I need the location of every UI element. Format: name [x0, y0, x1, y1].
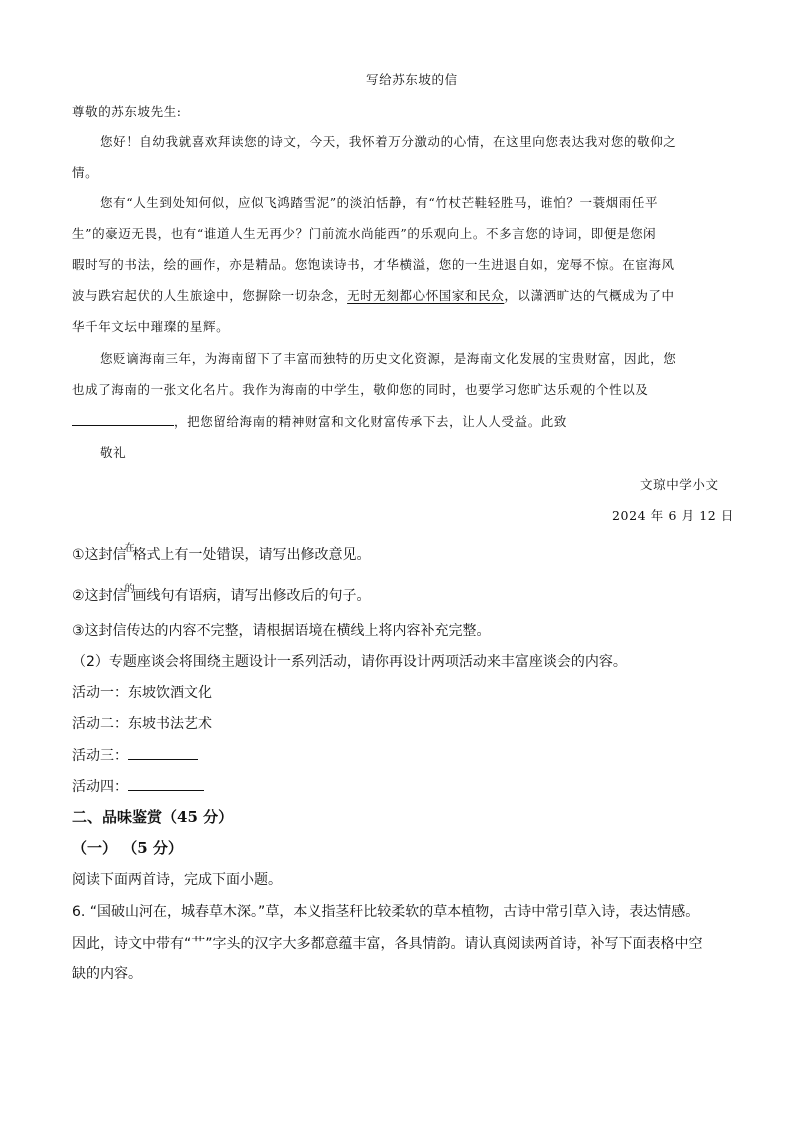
- letter-paragraph-line: 暇时写的书法，绘的画作，亦是精品。您饱读诗书，才华横溢，您的一生进退自如，宠辱不惊。在宦海风: [72, 257, 675, 272]
- question-text: 格式上有一处错误，请写出修改意见。: [132, 547, 371, 563]
- letter-title: 写给苏东坡的信: [366, 72, 458, 87]
- question-6-line: 因此，诗文中带有“艹”字头的汉字大多都意蕴丰富，各具情韵。请认真阅读两首诗，补写下面表格中空: [72, 936, 703, 952]
- section-heading: 二、品味鉴赏（45 分）: [72, 808, 234, 826]
- letter-paragraph-line: [72, 286, 675, 304]
- letter-salutation: 尊敬的苏东坡先生:: [72, 104, 182, 119]
- subsection-heading: （一） （5 分）: [72, 839, 183, 857]
- letter-closing: 敬礼: [100, 445, 127, 460]
- activity-4-blank[interactable]: [128, 776, 204, 791]
- letter-paragraph-line: 您有“人生到处知何似，应似飞鸿踏雪泥”的淡泊恬静，有“竹杖芒鞋轻胜马，谁怕？一蓑烟雨任平: [100, 195, 659, 210]
- question-3: ③这封信传达的内容不完整，请根据语境在横线上将内容补充完整。: [72, 623, 491, 639]
- question-text: ②这封信: [72, 588, 127, 604]
- activity-3: [72, 745, 198, 765]
- letter-paragraph-line: 也成了海南的一张文化名片。我作为海南的中学生，敬仰您的同时，也要学习您旷达乐观的个性以及: [72, 382, 649, 397]
- section-intro: 阅读下面两首诗，完成下面小题。: [72, 872, 282, 888]
- activity-2: 活动二：东坡书法艺术: [72, 716, 212, 732]
- question-text: 的: [124, 584, 135, 595]
- activity-label: 活动四：: [72, 779, 128, 795]
- question-6-line: 6. “国破山河在，城春草木深。”草，本义指茎秆比较柔软的草本植物，古诗中常引草入诗，表达情感。: [72, 904, 700, 920]
- letter-date: 2024 年 6 月 12 日: [612, 508, 735, 523]
- letter-text: ，以潇洒旷达的气概成为了中: [504, 288, 675, 303]
- question-1: [72, 544, 371, 564]
- fill-blank-line[interactable]: [72, 411, 174, 426]
- letter-paragraph-line: 您贬谪海南三年，为海南留下了丰富而独特的历史文化资源，是海南文化发展的宝贵财富，因此，您: [100, 351, 677, 366]
- question-text: 在: [124, 543, 135, 554]
- letter-text: 波与跌宕起伏的人生旅途中，您摒除一切杂念，: [72, 288, 348, 303]
- question-6-line: 缺的内容。: [72, 966, 142, 982]
- activity-label: 活动三：: [72, 748, 128, 764]
- activity-4: [72, 776, 204, 796]
- letter-paragraph-line: 华千年文坛中璀璨的星辉。: [72, 319, 230, 334]
- letter-paragraph-line: 您好！自幼我就喜欢拜读您的诗文，今天，我怀着万分激动的心情，在这里向您表达我对您的敬仰之: [100, 134, 677, 149]
- activity-1: 活动一：东坡饮酒文化: [72, 685, 212, 701]
- letter-signature: 文琼中学小文: [640, 477, 719, 492]
- activity-3-blank[interactable]: [128, 745, 198, 760]
- question-4: （2）专题座谈会将围绕主题设计一系列活动，请你再设计两项活动来丰富座谈会的内容。: [72, 654, 627, 670]
- question-2: [72, 585, 371, 605]
- letter-paragraph-line: 生”的豪迈无畏，也有“谁道人生无再少？门前流水尚能西”的乐观向上。不多言您的诗词，即便是您闲: [72, 226, 657, 241]
- letter-paragraph-line: [72, 411, 567, 430]
- letter-text: ，把您留给海南的精神财富和文化财富传承下去，让人人受益。此致: [174, 414, 568, 429]
- underlined-sentence: 无时无刻都心怀国家和民众: [347, 288, 505, 303]
- question-text: 画线句有语病，请写出修改后的句子。: [132, 588, 371, 604]
- letter-paragraph-line: 情。: [72, 165, 99, 180]
- question-text: ①这封信: [72, 547, 127, 563]
